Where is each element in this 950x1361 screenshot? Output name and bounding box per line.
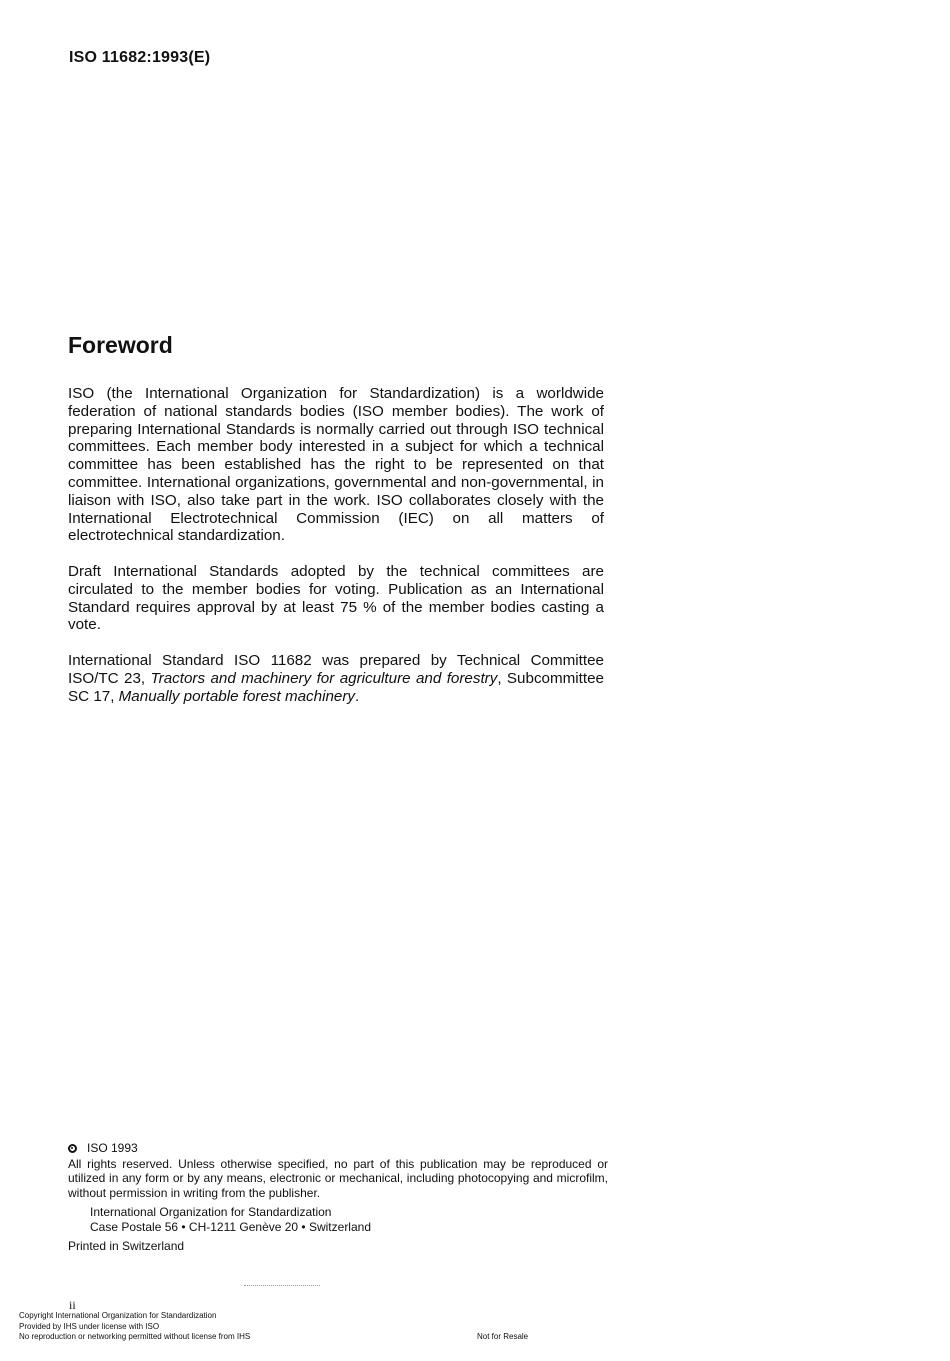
license-notice <box>19 1311 250 1343</box>
publisher-postal: Case Postale 56 • CH-1211 Genève 20 • Switzerland <box>90 1219 371 1234</box>
subcommittee-title: Manually portable forest machinery <box>118 687 356 705</box>
license-line-2: Provided by IHS under license with ISO <box>19 1321 160 1331</box>
paragraph-3-text-1: International Standard ISO 11682 was prepared by Technical Committee ISO/TC 23, <box>68 652 604 687</box>
copyright-block <box>68 1141 608 1254</box>
license-line-1: Copyright International Organization for Standardization <box>19 1311 217 1320</box>
printed-in: Printed in Switzerland <box>68 1239 185 1253</box>
not-for-resale: Not for Resale <box>477 1332 529 1341</box>
copyright-line <box>68 1141 608 1156</box>
license-line-3: No reproduction or networking permitted without license from IHS <box>19 1332 251 1341</box>
publisher-name: International Organization for Standardization <box>90 1205 332 1219</box>
document-id: ISO 11682:1993(E) <box>69 49 211 66</box>
dotted-divider <box>244 1285 320 1287</box>
copyright-icon <box>68 1144 77 1153</box>
paragraph-3-text-2: , Subcommittee SC 17, <box>68 669 604 705</box>
copyright-text: ISO 1993 <box>87 1141 138 1155</box>
paragraph-3-text-3: . <box>355 687 360 705</box>
committee-title: Tractors and machinery for agriculture and forestry <box>150 669 498 687</box>
publisher-address <box>90 1205 608 1234</box>
foreword-title: Foreword <box>68 332 173 358</box>
foreword-paragraph-1: ISO (the International Organization for Standardization) is a worldwide federation of national standards bodies (ISO member bodies). The work of preparing International Standards is normally carried out through ISO technical committees. Each member body interested in a subject for which a technical committee has been established has the right to be represented on that committee. International organizations, governmental and non-governmental, in liaison with ISO, also take part in the work. ISO collaborates closely with the International Electrotechnical Commission (IEC) on all matters of electrotechnical standardization. <box>68 385 604 545</box>
foreword-paragraph-2: Draft International Standards adopted by the technical committees are circulated to the member bodies for voting. Publication as an International Standard requires approval by at least 75 % of the member bodies casting a vote. <box>68 563 604 634</box>
rights-statement: All rights reserved. Unless otherwise specified, no part of this publication may be reproduced or utilized in any form or by any means, electronic or mechanical, including photocopying and microfilm, without permission in writing from the publisher. <box>68 1156 608 1200</box>
page-number: ii <box>69 1298 76 1312</box>
foreword-paragraph-3 <box>68 652 604 705</box>
